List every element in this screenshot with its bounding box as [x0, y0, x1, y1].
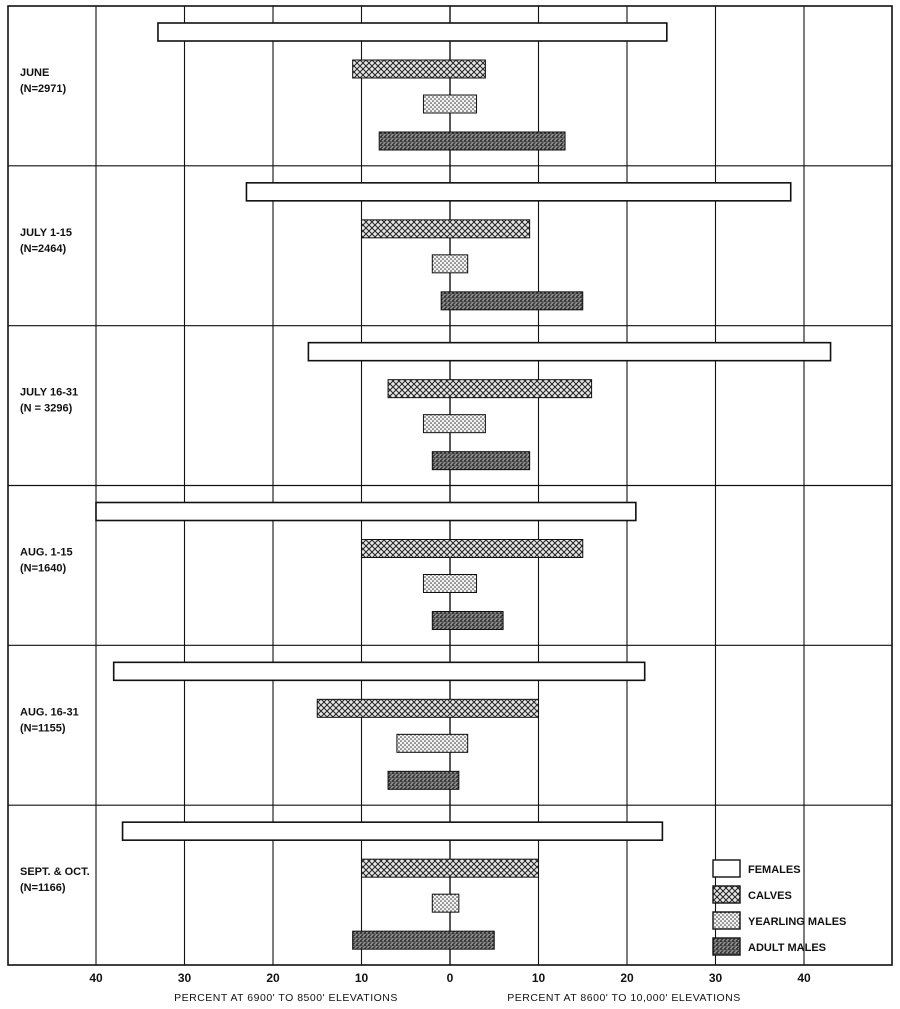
legend-swatch-calves	[713, 886, 740, 903]
group-label: AUG. 1-15	[20, 546, 73, 559]
bar-yearling-males	[432, 255, 467, 273]
bar-calves	[362, 540, 583, 558]
group-n-label: (N=1155)	[20, 722, 66, 735]
legend-label-adult-males: ADULT MALES	[748, 942, 827, 954]
bar-calves	[388, 380, 592, 398]
bar-calves	[317, 699, 538, 717]
bar-adult-males	[388, 771, 459, 789]
legend-label-females: FEMALES	[748, 864, 801, 876]
group-n-label: (N=1166)	[20, 882, 66, 895]
legend-swatch-females	[713, 860, 740, 877]
x-tick-label: 40	[89, 971, 103, 985]
bar-calves	[362, 220, 530, 238]
group-n-label: (N=2971)	[20, 82, 67, 95]
x-tick-label: 20	[620, 971, 634, 985]
bar-females	[96, 503, 636, 521]
group-n-label: (N=2464)	[20, 242, 67, 255]
group-label: JULY 1-15	[20, 226, 72, 239]
group-label: AUG. 16-31	[20, 706, 79, 719]
bar-yearling-males	[423, 95, 476, 113]
x-tick-label: 10	[531, 971, 546, 985]
group-n-label: (N=1640)	[20, 562, 67, 575]
group-label: JULY 16-31	[20, 386, 79, 399]
bar-adult-males	[432, 612, 503, 630]
x-axis-label-right: PERCENT AT 8600' TO 10,000' ELEVATIONS	[507, 992, 741, 1004]
bar-females	[308, 343, 830, 361]
bar-yearling-males	[423, 415, 485, 433]
bar-yearling-males	[432, 894, 459, 912]
group-label: JUNE	[20, 66, 50, 79]
bar-calves	[362, 859, 539, 877]
legend-label-yearling-males: YEARLING MALES	[748, 916, 847, 928]
bar-adult-males	[441, 292, 583, 310]
legend	[713, 860, 846, 955]
bar-calves	[353, 60, 486, 78]
bar-females	[158, 23, 667, 41]
legend-label-calves: CALVES	[748, 890, 792, 902]
x-tick-label: 0	[446, 971, 454, 985]
bar-adult-males	[432, 452, 529, 470]
bar-adult-males	[379, 132, 565, 150]
bar-adult-males	[353, 931, 495, 949]
group-n-label: (N = 3296)	[20, 402, 73, 415]
bar-yearling-males	[397, 734, 468, 752]
x-tick-label: 30	[177, 971, 192, 985]
bar-females	[114, 662, 645, 680]
x-axis	[89, 971, 811, 985]
bar-females	[123, 822, 663, 840]
x-tick-label: 10	[354, 971, 369, 985]
legend-swatch-adult-males	[713, 938, 740, 955]
x-tick-label: 20	[266, 971, 280, 985]
group-label: SEPT. & OCT.	[20, 866, 90, 879]
x-axis-label-left: PERCENT AT 6900' TO 8500' ELEVATIONS	[174, 992, 398, 1004]
x-tick-label: 30	[708, 971, 723, 985]
bar-yearling-males	[423, 575, 476, 593]
group-labels	[20, 67, 90, 894]
bar-females	[246, 183, 790, 201]
x-tick-label: 40	[797, 971, 811, 985]
legend-swatch-yearling-males	[713, 912, 740, 929]
